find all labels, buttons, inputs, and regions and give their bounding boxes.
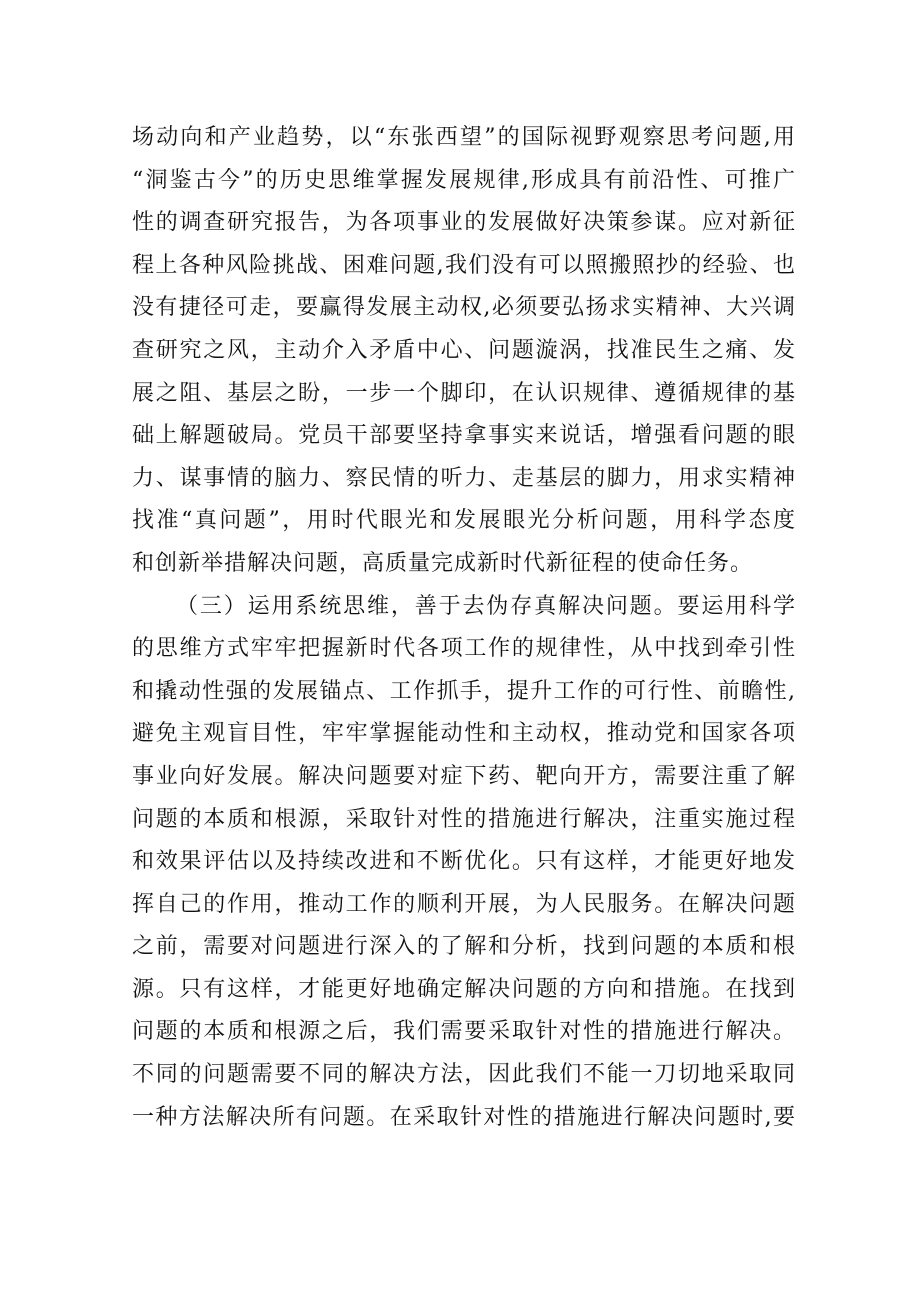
- section-heading-line: （三）运用系统思维，善于去伪存真解决问题。要运用科学: [176, 593, 796, 619]
- text-line: 不同的问题需要不同的解决方法，因此我们不能一刀切地采取同: [132, 1062, 796, 1088]
- text-line: 之前，需要对问题进行深入的了解和分析，找到问题的本质和根: [132, 934, 796, 960]
- text-line: 场动向和产业趋势，以“东张西望”的国际视野观察思考问题,用: [132, 125, 796, 150]
- text-line: 力、谋事情的脑力、察民情的听力、走基层的脚力，用求实精神: [132, 465, 796, 491]
- text-line: 没有捷径可走，要赢得发展主动权,必须要弘扬求实精神、大兴调: [132, 295, 796, 321]
- text-line: 挥自己的作用，推动工作的顺利开展，为人民服务。在解决问题: [132, 891, 796, 917]
- text-line: 查研究之风，主动介入矛盾中心、问题漩涡，找准民生之痛、发: [132, 337, 796, 363]
- text-line: 一种方法解决所有问题。在采取针对性的措施进行解决问题时,要: [132, 1104, 796, 1130]
- text-line: 避免主观盲目性，牢牢掌握能动性和主动权，推动党和国家各项: [132, 721, 796, 747]
- text-line: 展之阻、基层之盼，一步一个脚印，在认识规律、遵循规律的基: [132, 380, 796, 406]
- text-line: 性的调查研究报告，为各项事业的发展做好决策参谋。应对新征: [132, 210, 796, 236]
- text-line: 找准“真问题”，用时代眼光和发展眼光分析问题，用科学态度: [132, 508, 796, 534]
- document-body: [132, 117, 796, 1139]
- text-line: 的思维方式牢牢把握新时代各项工作的规律性，从中找到牵引性: [132, 636, 796, 662]
- text-line: 和效果评估以及持续改进和不断优化。只有这样，才能更好地发: [132, 849, 796, 875]
- text-line: 问题的本质和根源，采取针对性的措施进行解决，注重实施过程: [132, 806, 796, 832]
- text-line: 础上解题破局。党员干部要坚持拿事实来说话，增强看问题的眼: [132, 423, 796, 449]
- text-line: 源。只有这样，才能更好地确定解决问题的方向和措施。在找到: [132, 976, 796, 1002]
- text-line: 和撬动性强的发展锚点、工作抓手，提升工作的可行性、前瞻性,: [132, 678, 796, 704]
- text-line: 问题的本质和根源之后，我们需要采取针对性的措施进行解决。: [132, 1019, 796, 1045]
- text-line: “洞鉴古今”的历史思维掌握发展规律,形成具有前沿性、可推广: [132, 167, 796, 193]
- text-line: 事业向好发展。解决问题要对症下药、靶向开方，需要注重了解: [132, 763, 796, 789]
- text-line: 和创新举措解决问题，高质量完成新时代新征程的使命任务。: [132, 550, 754, 576]
- text-line: 程上各种风险挑战、困难问题,我们没有可以照搬照抄的经验、也: [132, 252, 796, 278]
